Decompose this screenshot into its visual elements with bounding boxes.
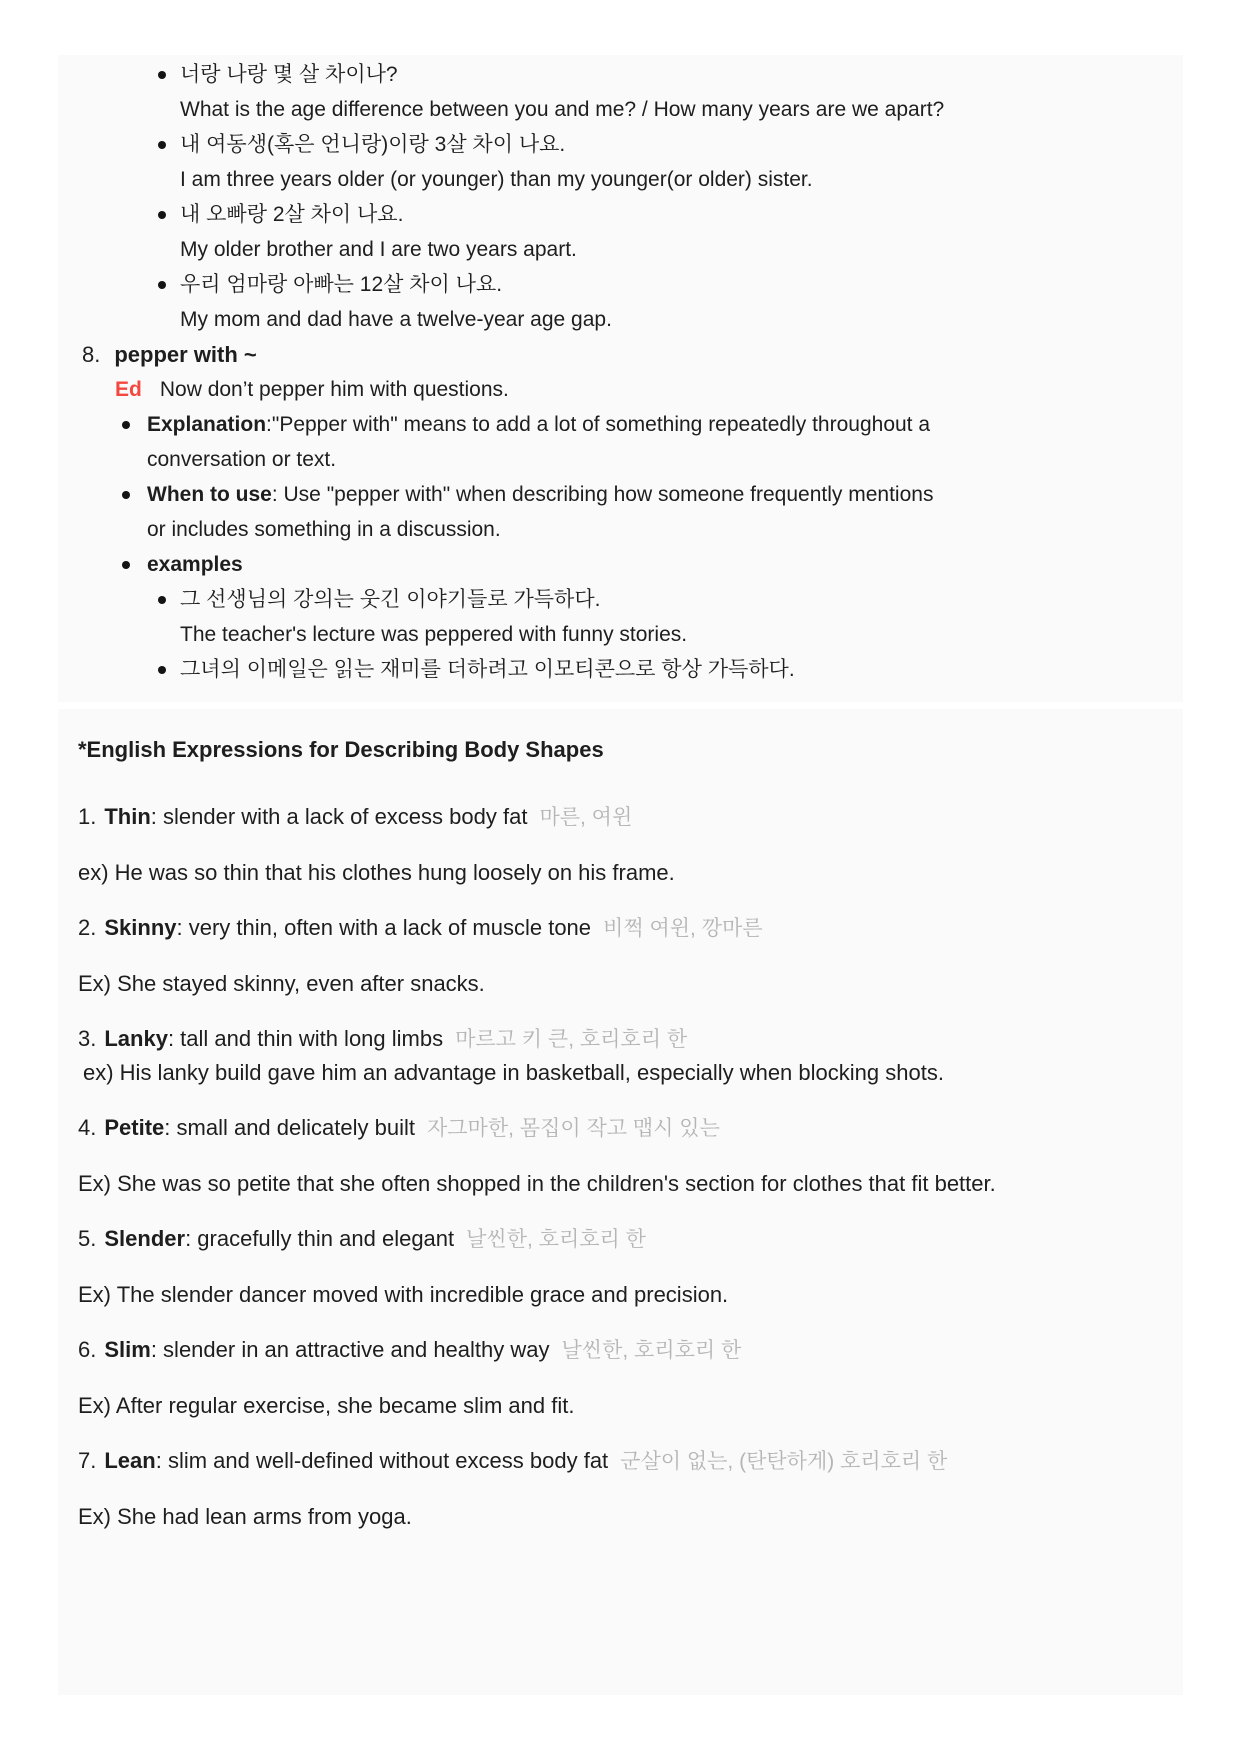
entry-term: Petite xyxy=(104,1115,165,1140)
korean-sentence: 너랑 나랑 몇 살 차이나? xyxy=(180,63,398,86)
definition-line xyxy=(78,800,1163,834)
example-line xyxy=(78,1167,1163,1200)
entry-example: Ex) After regular exercise, she became slim and fit. xyxy=(78,1393,575,1418)
bullet-icon xyxy=(122,561,130,569)
definition-line xyxy=(78,1444,1163,1478)
list-item xyxy=(58,582,1183,617)
entry-term: Thin xyxy=(104,804,151,829)
korean-sentence: 우리 엄마랑 아빠는 12살 차이 나요. xyxy=(180,273,503,296)
example-sentence: Now don’t pepper him with questions. xyxy=(159,378,509,401)
entry-number: 3. xyxy=(78,1026,97,1051)
english-translation: My mom and dad have a twelve-year age gap. xyxy=(180,308,612,331)
bullet-icon xyxy=(158,141,166,149)
entry-term: Lean xyxy=(104,1448,156,1473)
bullet-icon xyxy=(122,421,130,429)
bullet-text: : Use "pepper with" when describing how someone frequently mentions or includes something in a discussion. xyxy=(147,483,934,541)
example-line xyxy=(78,1389,1163,1422)
example-line xyxy=(78,1500,1163,1533)
notes-card xyxy=(58,55,1183,702)
bullet-label: examples xyxy=(147,553,243,576)
entry-number: 5. xyxy=(78,1226,97,1251)
bullet-icon xyxy=(158,281,166,289)
example-line xyxy=(78,1278,1163,1311)
english-translation: The teacher's lecture was peppered with funny stories. xyxy=(180,623,688,646)
entry-definition: : slim and well-defined without excess body fat xyxy=(155,1448,609,1473)
example-sentence-row xyxy=(115,372,1183,407)
entry-term: Lanky xyxy=(104,1026,168,1051)
definition-line xyxy=(78,911,1163,945)
section-heading: *English Expressions for Describing Body Shapes xyxy=(78,737,604,762)
entry-term: Skinny xyxy=(104,915,177,940)
entry-example: ex) His lanky build gave him an advantage in basketball, especially when blocking shots. xyxy=(83,1060,944,1085)
list-item xyxy=(58,547,1183,582)
list-item xyxy=(58,652,1183,687)
bullet-icon xyxy=(158,666,166,674)
entry-number: 7. xyxy=(78,1448,97,1473)
korean-gloss: 마른, 여윈 xyxy=(539,806,633,829)
entry-example: ex) He was so thin that his clothes hung loosely on his frame. xyxy=(78,860,675,885)
entry-definition: : gracefully thin and elegant xyxy=(185,1226,455,1251)
definition-line xyxy=(78,1333,1163,1367)
entry-term: Slim xyxy=(104,1337,151,1362)
korean-example-clipped: 그녀의 이메일은 읽는 재미를 더하려고 이모티콘으로 항상 가득하다. xyxy=(180,658,795,681)
bullet-text: :"Pepper with" means to add a lot of something repeatedly throughout a conversation or text. xyxy=(147,413,931,471)
entry-example: Ex) She had lean arms from yoga. xyxy=(78,1504,412,1529)
entry-number: 1. xyxy=(78,804,97,829)
entry-number: 6. xyxy=(78,1337,97,1362)
entry-definition: : very thin, often with a lack of muscle tone xyxy=(176,915,592,940)
item-title: pepper with ~ xyxy=(114,342,257,367)
entry-definition: : slender in an attractive and healthy way xyxy=(150,1337,550,1362)
list-item xyxy=(58,407,1183,477)
korean-gloss: 비쩍 여윈, 깡마른 xyxy=(603,917,763,940)
definition-line xyxy=(78,1022,1163,1056)
example-line xyxy=(78,1056,1163,1089)
english-translation: What is the age difference between you and me? / How many years are we apart? xyxy=(180,98,945,121)
english-translation: I am three years older (or younger) than my younger(or older) sister. xyxy=(180,168,813,191)
list-item xyxy=(58,197,1183,232)
entry-example: Ex) The slender dancer moved with incredible grace and precision. xyxy=(78,1282,729,1307)
entry-example: Ex) She stayed skinny, even after snacks. xyxy=(78,971,485,996)
korean-gloss: 마르고 키 큰, 호리호리 한 xyxy=(455,1028,688,1051)
definition-line xyxy=(78,1111,1163,1145)
entry-number: 4. xyxy=(78,1115,97,1140)
example-line xyxy=(78,967,1163,1000)
example-label: Ed xyxy=(115,378,142,401)
korean-gloss: 자그마한, 몸집이 작고 맵시 있는 xyxy=(426,1117,720,1140)
korean-sentence: 내 오빠랑 2살 차이 나요. xyxy=(180,203,404,226)
example-line xyxy=(78,856,1163,889)
entry-example: Ex) She was so petite that she often shopped in the children's section for clothes that fit better. xyxy=(78,1171,996,1196)
entry-definition: : slender with a lack of excess body fat xyxy=(150,804,528,829)
korean-example: 그 선생님의 강의는 웃긴 이야기들로 가득하다. xyxy=(180,588,601,611)
bullet-icon xyxy=(122,491,130,499)
entry-definition: : tall and thin with long limbs xyxy=(167,1026,444,1051)
definition-line xyxy=(78,1222,1163,1256)
bullet-icon xyxy=(158,211,166,219)
korean-gloss: 날씬한, 호리호리 한 xyxy=(561,1339,742,1362)
entry-number: 2. xyxy=(78,915,97,940)
entry-term: Slender xyxy=(104,1226,186,1251)
entry-definition: : small and delicately built xyxy=(164,1115,415,1140)
korean-gloss: 군살이 없는, (탄탄하게) 호리호리 한 xyxy=(620,1450,948,1473)
list-item xyxy=(58,477,1183,547)
bullet-label: Explanation xyxy=(147,413,267,436)
list-item xyxy=(58,267,1183,302)
english-translation: My older brother and I are two years apart. xyxy=(180,238,577,261)
korean-gloss: 날씬한, 호리호리 한 xyxy=(466,1228,646,1251)
korean-sentence: 내 여동생(혹은 언니랑)이랑 3살 차이 나요. xyxy=(180,133,566,156)
numbered-item-title xyxy=(82,337,1183,372)
list-item xyxy=(58,127,1183,162)
body-shapes-card xyxy=(58,709,1183,1695)
bullet-icon xyxy=(158,596,166,604)
list-item xyxy=(58,57,1183,92)
bullet-label: When to use xyxy=(147,483,272,506)
bullet-icon xyxy=(158,71,166,79)
item-number: 8. xyxy=(82,342,101,367)
